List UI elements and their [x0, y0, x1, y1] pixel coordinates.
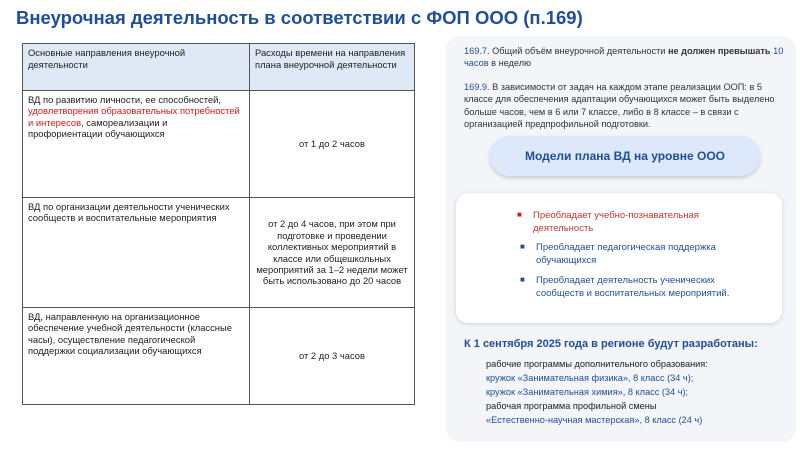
clause-number: 169.7.: [464, 46, 490, 56]
clause-169-7: [464, 45, 789, 70]
model-bullet: [520, 275, 746, 301]
table-header-hours: Расходы времени на направления плана внеурочной деятельности: [250, 44, 415, 91]
cell-text: ВД по развитию личности, ее способностей,: [28, 94, 222, 105]
table-cell-hours: от 2 до 3 часов: [250, 308, 415, 405]
clause-text: В зависимости от задач на каждом этапе реализации ООП: в 5 классе для обеспечения адаптации обучающихся может быть выделено больше часов, чем в 6 или 7 классе, либо в 8 классе – в связи с организацией предпрофильной подготовки.: [464, 82, 775, 130]
clause-number: 169.9.: [464, 82, 490, 92]
table-row: [23, 198, 415, 308]
bullet-square-icon: ■: [520, 242, 525, 251]
table-row: [23, 91, 415, 198]
bullet-text: Преобладает педагогическая поддержка обучающихся: [536, 242, 716, 266]
programs-heading: К 1 сентября 2025 года в регионе будут разработаны:: [464, 338, 758, 350]
table-cell-direction: [23, 91, 250, 198]
bullet-text: Преобладает учебно-познавательная деятельность: [533, 210, 699, 234]
table-cell-direction: ВД, направленную на организационное обеспечение учебной деятельности (классные часы), осуществление педагогической поддержки социализации обучающихся: [23, 308, 250, 405]
bullet-square-icon: ■: [517, 210, 522, 219]
table-cell-hours: от 1 до 2 часов: [250, 91, 415, 198]
clause-169-9: [464, 81, 789, 131]
table-header-directions: Основные направления внеурочной деятельности: [23, 44, 250, 91]
clause-text-end: в неделю: [488, 58, 531, 69]
clause-highlight: 10 часов: [464, 46, 784, 69]
activity-table: [22, 43, 415, 405]
model-bullet: [517, 210, 733, 236]
model-bullet: [520, 242, 766, 268]
program-line: кружок «Занимательная химия», 8 класс (34 ч);: [486, 387, 689, 397]
bullet-square-icon: ■: [520, 275, 525, 284]
program-line: рабочая программа профильной смены: [486, 401, 657, 411]
bullet-text: Преобладает деятельность ученических сообществ и воспитательных мероприятий.: [536, 275, 730, 299]
program-line: «Естественно-научная мастерская», 8 класс (24 ч): [486, 415, 703, 425]
cell-text: , самореализации и профориентации обучающихся: [28, 116, 168, 140]
clause-bold: не должен превышать: [667, 46, 771, 56]
page-title: Внеурочная деятельность в соответствии с ФОП ООО (п.169): [16, 7, 583, 28]
clause-text: Общий объём внеурочной деятельности: [489, 46, 668, 56]
table-cell-hours: от 2 до 4 часов, при этом при подготовке и проведении коллективных мероприятий в классе или общешкольных мероприятий за 1–2 недели может быть использовано до 20 часов: [250, 198, 415, 308]
models-plan-button[interactable]: Модели плана ВД на уровне ООО: [490, 136, 760, 176]
cell-red-text: удовлетворения образовательных потребностей и интересов: [28, 105, 240, 128]
table-row: [23, 308, 415, 405]
program-line: рабочие программы дополнительного образования:: [486, 359, 708, 369]
table-cell-direction: ВД по организации деятельности ученических сообществ и воспитательные мероприятия: [23, 198, 250, 308]
program-line: кружок «Занимательная физика», 8 класс (34 ч);: [486, 373, 694, 383]
table-header-row: [23, 44, 415, 91]
